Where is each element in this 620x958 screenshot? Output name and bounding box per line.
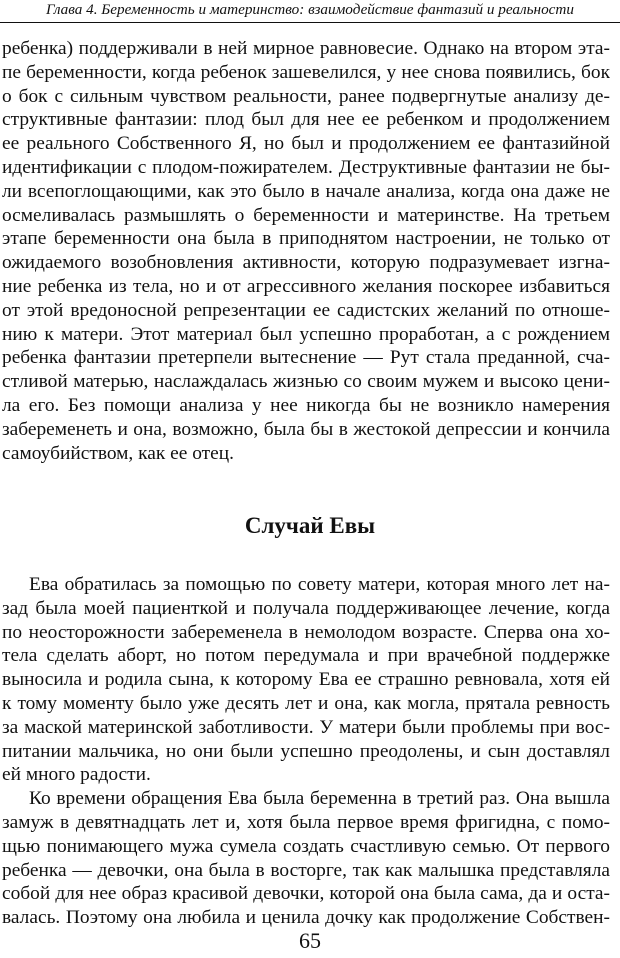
text-line: замуж в девятнадцать лет и, хотя была первое время фригидна, с помо- — [2, 811, 610, 833]
header-rule — [0, 22, 620, 23]
text-line: забеременеть и она, возможно, была бы в жестокой депрессии и кончила — [2, 418, 610, 440]
text-line: ние ребенка из тела, но и от агрессивного желания поскорее избавиться — [2, 275, 610, 297]
text-line: нию к матери. Этот материал был успешно проработан, а с рождением — [2, 323, 610, 345]
text-line: структивные фантазии: плод был для нее ее ребенком и продолжением — [2, 109, 610, 131]
text-line: от этой вредоносной репрезентации ее садистских желаний по отноше- — [2, 299, 610, 321]
text-line: пе беременности, когда ребенок зашевелился, у нее снова появились, бок — [2, 61, 610, 83]
text-line: по неосторожности забеременела в немолодом возрасте. Сперва она хо- — [2, 621, 610, 643]
text-line: ребенка — девочки, она была в восторге, так как малышка представляла — [2, 859, 610, 881]
text-line: идентификации с плодом-пожирателем. Деструктивные фантазии не бы- — [2, 156, 610, 178]
text-line: этапе беременности она была в приподнятом настроении, не только от — [2, 228, 610, 250]
text-line: о бок с сильным чувством реальности, ранее подвергнутые анализу де- — [2, 85, 610, 107]
page-number: 65 — [299, 928, 321, 953]
text-line: осмеливалась размышлять о беременности и материнстве. На третьем — [2, 204, 610, 226]
running-head: Глава 4. Беременность и материнство: взаимодействие фантазий и реальности — [45, 1, 574, 18]
section-heading: Случай Евы — [244, 513, 376, 538]
text-line: самоубийством, как ее отец. — [2, 442, 234, 464]
text-line: тела сделать аборт, но потом передумала и при врачебной поддержке — [2, 645, 610, 667]
text-line: ребенка) поддерживали в ней мирное равновесие. Однако на втором эта- — [2, 38, 610, 59]
section-body — [2, 573, 610, 930]
paragraph-continuation — [2, 37, 610, 465]
text-line: валась. Поэтому она любила и ценила дочку как продолжение Собствен- — [2, 907, 610, 929]
text-line: собой для нее образ красивой девочки, которой она была сама, да и оста- — [2, 883, 610, 905]
text-line: выносила и родила сына, к которому Ева ее страшно ревновала, хотя ей — [2, 669, 610, 691]
text-line: Ко времени обращения Ева была беременна в третий раз. Она вышла — [29, 788, 610, 810]
text-line: питании мальчика, но они были успешно преодолены, и сын доставлял — [2, 740, 610, 762]
text-line: Ева обратилась за помощью по совету матери, которая много лет на- — [29, 574, 610, 595]
text-line: щью понимающего мужа сумела создать счастливую семью. От первого — [2, 835, 610, 857]
text-line: ли всепоглощающими, как это было в начале анализа, когда она даже не — [2, 180, 610, 202]
text-line: к тому моменту было уже десять лет и она, как могла, прятала ревность — [2, 692, 610, 714]
text-line: ла его. Без помощи анализа у нее никогда бы не возникло намерения — [2, 394, 610, 416]
text-line: стливой матерью, наслаждалась жизнью со своим мужем и высоко цени- — [2, 371, 610, 393]
text-line: ребенка фантазии претерпели вытеснение — Рут стала преданной, сча- — [2, 347, 610, 369]
text-line: зад была моей пациенткой и получала поддерживающее лечение, когда — [2, 597, 610, 619]
text-line: за маской материнской заботливости. У матери были проблемы при вос- — [2, 716, 610, 738]
text-line: ожидаемого возобновления активности, которую подразумевает изгна- — [2, 252, 610, 274]
text-line: ее реального Собственного Я, но был и продолжением ее фантазийной — [2, 133, 610, 155]
text-line: ей много радости. — [2, 764, 151, 786]
